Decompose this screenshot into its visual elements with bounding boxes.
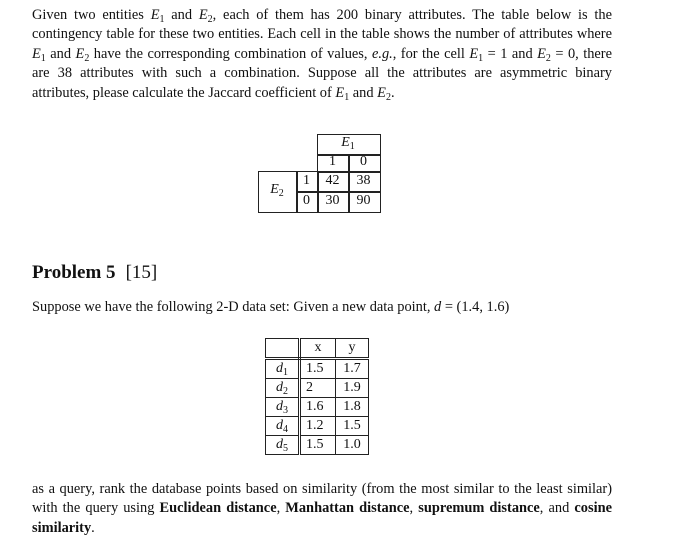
question-paragraph [32, 298, 612, 317]
entity-e1: $E_1$ [150, 7, 165, 25]
entity-e1: $E_1$ [469, 45, 484, 64]
method-cosine: cosine similarity [32, 500, 612, 536]
row-header-label: $E_2$ [270, 182, 284, 199]
intro-text: have the corresponding combination of values, [89, 45, 372, 62]
entity-e2: $E_2$ [75, 45, 90, 64]
intro-text: , for the cell [392, 45, 470, 62]
problem-title: Problem 5 [32, 262, 116, 283]
entity-e2: $E_2$ [198, 7, 213, 25]
method-euclidean: Euclidean distance [159, 500, 277, 517]
dataset-table [265, 338, 369, 455]
row-label: $d_3$ [266, 398, 300, 417]
intro-text: and [349, 84, 378, 101]
entity-e2: $E_2$ [377, 84, 391, 103]
row-label: $d_1$ [266, 359, 300, 379]
row-label: $d_5$ [266, 436, 300, 455]
table-row: $d_4$ 1.2 1.5 [266, 417, 369, 436]
closing-text: as a query, rank the database points based on similarity (from the most similar to the least similar) with the query using [32, 481, 612, 517]
query-point-value: = (1.4, 1.6) [441, 299, 510, 315]
intro-paragraph [32, 6, 612, 103]
method-manhattan: Manhattan distance [285, 500, 410, 517]
row-label: $d_4$ [266, 417, 300, 436]
intro-text: = 1 and [483, 45, 538, 62]
entity-e1: $E_1$ [335, 84, 350, 103]
table-cell: 90 [356, 193, 371, 208]
col-value: 0 [360, 154, 367, 169]
problem-points: [15] [125, 262, 158, 283]
eg-text: e.g. [371, 45, 393, 62]
entity-e2: $E_2$ [537, 45, 551, 64]
table-cell: 30 [325, 193, 340, 208]
intro-text: Given two entities [32, 7, 151, 23]
table-row: $d_2$ 2 1.9 [266, 379, 369, 398]
row-value: 1 [303, 173, 310, 188]
col-value: 1 [329, 154, 336, 169]
intro-text: , each of them has 200 binary attributes. The table below is the contingency table for these two entities. Each cell in the table shows the number of attributes where [32, 7, 612, 43]
table-row: $d_1$ 1.5 1.7 [266, 359, 369, 379]
method-supremum: supremum distance [418, 500, 540, 517]
entity-e1: $E_1$ [32, 45, 46, 64]
table-row: $d_3$ 1.6 1.8 [266, 398, 369, 417]
column-header-y: y [336, 339, 369, 359]
problem-heading [32, 262, 157, 284]
intro-text: and [45, 45, 76, 62]
row-value: 0 [303, 193, 310, 208]
table-cell: 38 [356, 173, 371, 188]
question-text: Suppose we have the following 2-D data set: Given a new data point, [32, 299, 435, 315]
row-label: $d_2$ [266, 379, 300, 398]
intro-text: = 0, there are 38 attributes with such a combination. Suppose all the attributes are asymmetric binary attributes, please calculate the Jaccard coefficient of [32, 45, 612, 101]
table-cell: 42 [325, 173, 340, 188]
query-point-name: d [434, 299, 442, 315]
col-header-label: $E_1$ [341, 135, 355, 152]
closing-paragraph: as a query, rank the database points based on similarity (from the most similar to the least similar) with the query using Euclidean distance, Manhattan distance, supremum distance, and cosine similarity. [32, 481, 612, 536]
intro-text: and [164, 7, 199, 23]
column-header-x: x [300, 339, 336, 359]
intro-text: . [390, 84, 395, 101]
table-row: $d_5$ 1.5 1.0 [266, 436, 369, 455]
